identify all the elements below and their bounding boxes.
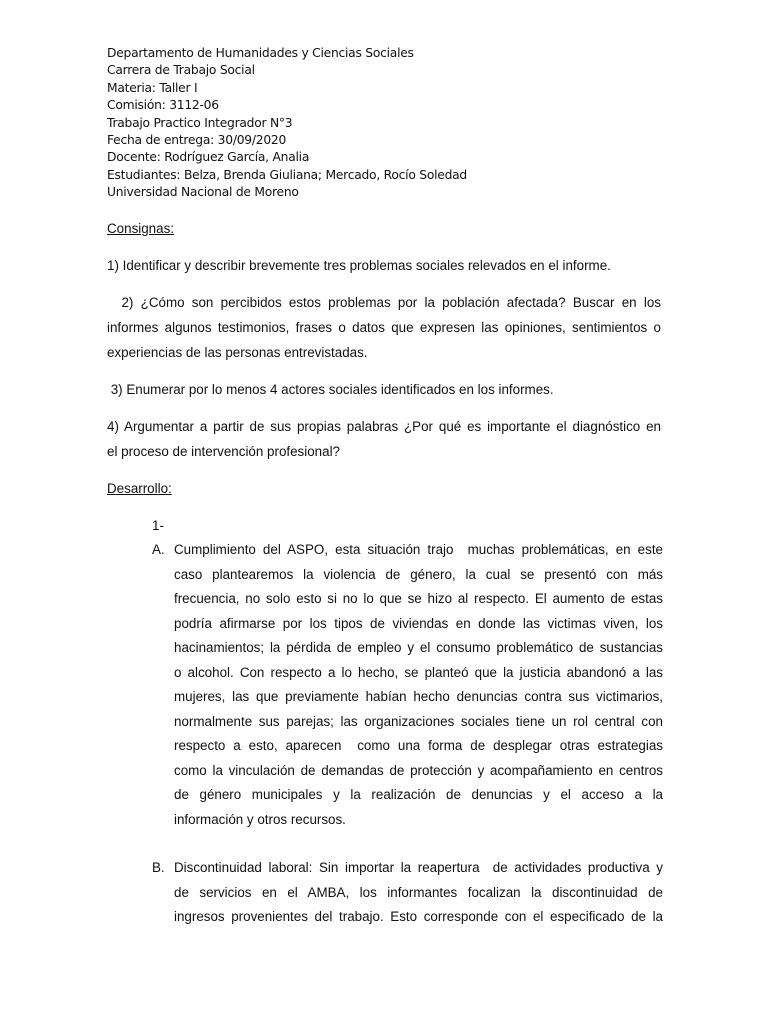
header-due-date: Fecha de entrega: 30/09/2020 [107,133,287,148]
consigna-2-line: experiencias de las personas entrevistadas. [107,345,368,360]
text-line: normalmente sus parejas; las organizaciones sociales tiene un rol central con [174,713,663,729]
consigna-4 [107,414,661,464]
header-subject: Materia: Taller I [107,80,198,95]
text-line: caso plantearemos la violencia de género, la cual se presentó con más [174,566,663,582]
text-line: de servicios en el AMBA, los informantes focalizan la discontinuidad de [174,884,663,900]
consigna-1: 1) Identificar y describir brevemente tres problemas sociales relevados en el informe. [107,258,611,273]
text-line: podría afirmarse por los tipos de viviendas en donde las victimas viven, los [174,615,663,631]
consigna-2-line: 2) ¿Cómo son percibidos estos problemas por la población afectada? Buscar en los [107,295,661,310]
header-assignment: Trabajo Practico Integrador N°3 [107,115,293,130]
list-item-a-text [174,538,663,832]
header-students: Estudiantes: Belza, Brenda Giuliana; Mercado, Rocío Soledad [107,167,467,182]
consigna-4-line: el proceso de intervención profesional? [107,444,340,459]
document-header [107,45,667,202]
consigna-2 [107,290,661,365]
text-line: como la vinculación de demandas de protección y acompañamiento en centros [174,762,663,778]
text-line: respecto a esto, aparecen como una forma de desplegar otras estrategias [174,738,663,753]
header-university: Universidad Nacional de Moreno [107,185,299,200]
text-line: ingresos provenientes del trabajo. Esto corresponde con el especificado de la [174,909,663,924]
consigna-4-line: 4) Argumentar a partir de sus propias palabras ¿Por qué es importante el diagnóstico en [107,419,661,434]
text-line: información y otros recursos. [174,811,346,827]
text-line: mujeres, las que previamente habían hecho denuncias contra sus victimarios, [174,689,663,704]
list-item-b-text [174,856,663,930]
text-line: hacinamientos; la pérdida de empleo y el consumo problemático de sustancias [174,640,663,655]
consigna-3: 3) Enumerar por lo menos 4 actores sociales identificados en los informes. [107,382,554,397]
header-department: Departamento de Humanidades y Ciencias Sociales [107,46,414,60]
list-marker: B. [152,860,165,875]
consignas-heading: Consignas: [107,221,174,236]
text-line: de género municipales y la realización de denuncias y el acceso a la [174,787,663,802]
text-line: Discontinuidad laboral: Sin importar la reapertura de actividades productiva y [174,860,663,875]
text-line: o alcohol. Con respecto a lo hecho, se planteó que la justicia abandonó a las [174,664,663,680]
text-line: frecuencia, no solo esto si no lo que se hizo al respecto. El aumento de estas [174,591,663,606]
list-marker: A. [152,542,165,557]
consigna-2-line: informes algunos testimonios, frases o datos que expresen las opiniones, sentimientos o [107,320,661,335]
header-commission: Comisión: 3112-06 [107,98,219,113]
header-teacher: Docente: Rodríguez García, Analia [107,150,310,165]
desarrollo-heading: Desarrollo: [107,481,172,496]
item-number: 1- [152,518,164,533]
text-line: Cumplimiento del ASPO, esta situación trajo muchas problemáticas, en este [174,542,663,557]
header-career: Carrera de Trabajo Social [107,63,255,78]
